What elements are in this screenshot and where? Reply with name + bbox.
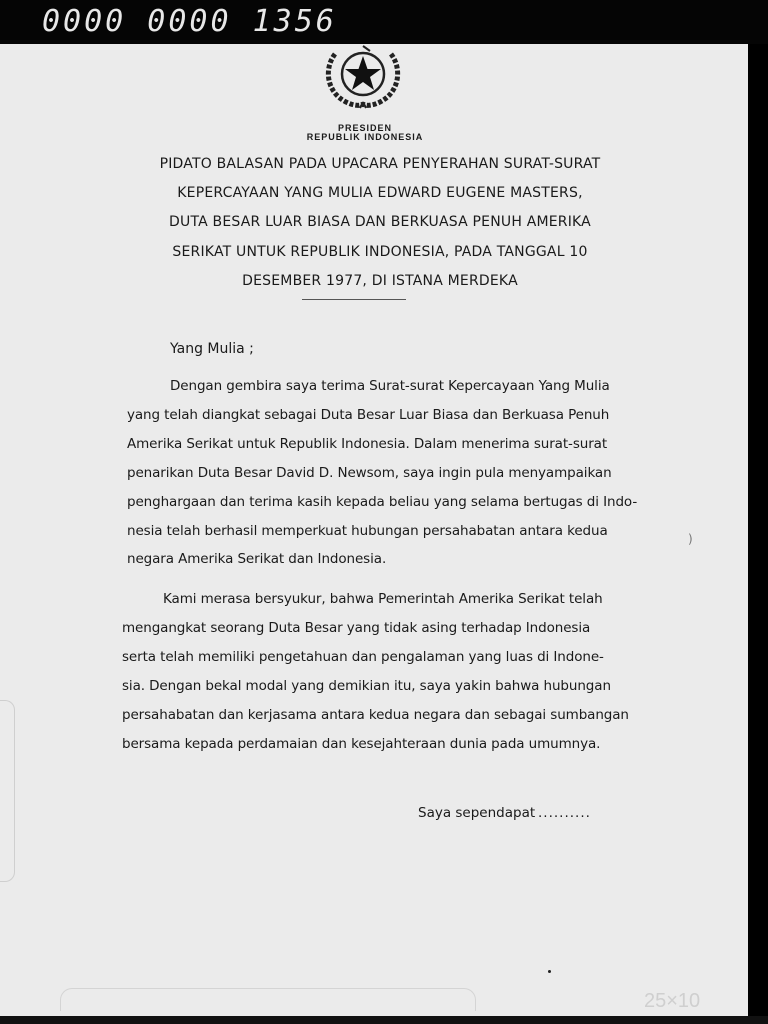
paragraph-2-line: Kami merasa bersyukur, bahwa Pemerintah Amerika Serikat telah [163,591,603,607]
paragraph-1-line: yang telah diangkat sebagai Duta Besar Luar Biasa dan Berkuasa Penuh [127,407,610,423]
film-frame-header [0,0,768,44]
paragraph-1-line: negara Amerika Serikat dan Indonesia. [127,551,387,567]
paragraph-1-line: penghargaan dan terima kasih kepada beliau yang selama bertugas di Indo- [127,494,638,510]
paragraph-2-line: serta telah memiliki pengetahuan dan pengalaman yang luas di Indone- [122,649,604,665]
title-line: SERIKAT UNTUK REPUBLIK INDONESIA, PADA TANGGAL 10 [172,244,588,260]
paragraph-2-line: bersama kepada perdamaian dan kesejahteraan dunia pada umumnya. [122,736,601,752]
paragraph-1-line: penarikan Duta Besar David D. Newsom, saya ingin pula menyampaikan [127,465,612,481]
page-left-edge-mark [0,700,15,882]
closing-text: Saya sependapat [418,805,536,821]
garuda-star-wreath-emblem-icon [320,44,406,110]
film-bottom-border [0,1016,768,1024]
closing-ellipsis: .......... [538,805,591,821]
office-label-republik: REPUBLIK INDONESIA [306,132,424,142]
paragraph-2-line: sia. Dengan bekal modal yang demikian itu, saya yakin bahwa hubungan [122,678,611,694]
title-line: DESEMBER 1977, DI ISTANA MERDEKA [242,273,518,289]
title-line: KEPERCAYAAN YANG MULIA EDWARD EUGENE MASTERS, [177,185,583,201]
office-label-presiden: PRESIDEN [337,123,392,133]
film-right-border [748,44,768,1024]
page-speck [548,970,551,973]
right-margin-notch: ) [688,532,693,546]
frame-code: 0000 0000 1356 [42,4,337,39]
salutation: Yang Mulia ; [170,341,254,357]
page-bottom-edge-mark [60,988,476,1011]
title-line: DUTA BESAR LUAR BIASA DAN BERKUASA PENUH AMERIKA [169,214,591,230]
paragraph-2-line: persahabatan dan kerjasama antara kedua negara dan sebagai sumbangan [122,707,629,723]
paragraph-2-line: mengangkat seorang Duta Besar yang tidak asing terhadap Indonesia [122,620,591,636]
title-underline [302,299,406,300]
paragraph-1-line: nesia telah berhasil memperkuat hubungan persahabatan antara kedua [127,523,608,539]
film-reduction-mark: 25×10 [644,990,701,1012]
title-line: PIDATO BALASAN PADA UPACARA PENYERAHAN SURAT-SURAT [159,156,601,172]
paragraph-1-line: Amerika Serikat untuk Republik Indonesia. Dalam menerima surat-surat [127,436,608,452]
paragraph-1-line: Dengan gembira saya terima Surat-surat Kepercayaan Yang Mulia [170,378,610,394]
